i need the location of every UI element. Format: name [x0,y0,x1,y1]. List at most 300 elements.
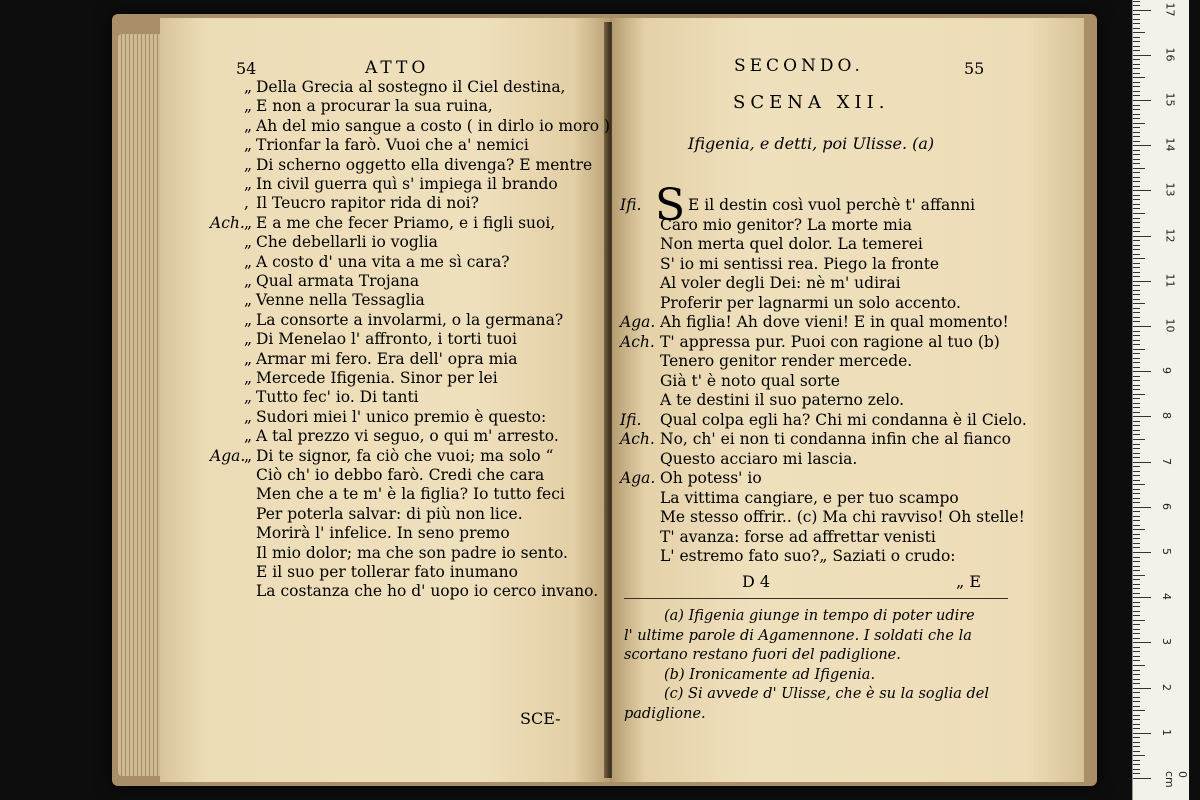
ruler-tick [1133,299,1140,300]
ruler-tick [1133,715,1140,716]
ruler-tick [1133,186,1140,187]
ruler-tick [1133,719,1140,720]
ruler-tick [1133,154,1140,155]
line-text: Già t' è noto qual sorte [660,371,840,390]
ruler-tick [1133,19,1140,20]
ruler-tick [1133,520,1140,521]
text-line [214,563,518,582]
ruler-tick [1133,453,1140,454]
ruler-tick [1133,746,1140,747]
ruler-tick [1133,660,1140,661]
ruler-tick [1133,543,1140,544]
ruler-tick [1133,525,1140,526]
text-line [620,372,840,391]
text-line [620,528,936,547]
ruler-tick [1133,588,1140,589]
ruler-tick [1133,692,1140,693]
ruler-tick [1133,344,1140,345]
line-text: Non merta quel dolor. La temerei [660,235,923,253]
ruler-tick [1133,674,1140,675]
ruler-tick [1133,611,1140,612]
ruler-tick [1133,371,1151,372]
ruler-tick [1133,73,1140,74]
quote-mark: „ [244,291,253,310]
ruler-number: 17 [1163,2,1177,17]
text-line [620,255,939,274]
ruler-tick [1133,181,1140,182]
ruler-tick [1133,95,1140,96]
text-line [620,411,1027,430]
left-page-number: 54 [236,59,257,78]
drop-cap: S [655,180,686,231]
quote-mark: „ [244,116,253,135]
ruler-tick [1133,136,1140,137]
text-line [214,253,510,272]
line-text: S' io mi sentissi rea. Piego la fronte [660,254,940,273]
ruler-tick [1133,471,1140,472]
quote-mark: , [244,194,249,213]
quote-mark: „ [244,155,253,174]
line-text: Caro mio genitor? La morte mia [660,215,913,234]
line-text: Oh potess' io [660,469,762,487]
ruler-tick [1133,606,1140,607]
line-text: Al voler degli Dei: nè m' udirai [660,274,901,292]
ruler-tick [1133,439,1145,440]
ruler-tick [1133,430,1140,431]
ruler-tick [1133,168,1145,169]
ruler-tick [1133,620,1145,621]
ruler-tick [1133,172,1140,173]
ruler-tick [1133,10,1151,11]
ruler-tick [1133,755,1145,756]
quote-mark: „ [244,97,253,116]
line-text: Armar mi fero. Era dell' opra mia [256,349,518,368]
line-text: Ciò ch' io debbo farò. Credi che cara [256,466,545,484]
scene-characters: Ifigenia, e detti, poi Ulisse. (a) [688,134,935,153]
line-text: A costo d' una vita a me sì cara? [256,252,510,271]
line-text: Di Menelao l' affronto, i torti tuoi [256,330,517,349]
ruler-tick [1133,50,1140,51]
line-text: Il Teucro rapitor rida di noi? [256,194,479,213]
ruler-tick [1133,416,1151,417]
ruler-tick [1133,258,1145,259]
quote-mark: „ [244,272,253,290]
quote-mark: „ [244,213,253,232]
ruler-tick [1133,724,1140,725]
quote-mark: „ [244,252,253,271]
line-text: Di te signor, fa ciò che vuoi; ma solo “ [256,446,554,465]
ruler-tick [1133,294,1140,295]
ruler-tick [1133,272,1140,273]
ruler-tick [1133,91,1140,92]
text-line [214,582,598,601]
line-text: E non a procurar la sua ruina, [256,97,493,116]
left-catchword: SCE- [520,709,561,728]
ruler-tick [1133,376,1140,377]
line-text: Tenero genitor render mercede. [660,352,913,370]
ruler-tick [1133,208,1140,209]
ruler-tick [1133,312,1140,313]
ruler-tick [1133,670,1140,671]
text-line [214,427,559,446]
speaker-label: Aga. [620,469,656,487]
ruler-number: 7 [1160,457,1173,465]
text-line [620,469,762,488]
ruler-tick [1133,412,1140,413]
measuring-ruler [1132,0,1189,800]
ruler-tick [1133,547,1140,548]
text-line [620,235,923,254]
ruler-tick [1133,561,1140,562]
ruler-tick [1133,227,1140,228]
line-text: E il destin così vuol perchè t' affanni [688,196,976,214]
ruler-number: 15 [1163,92,1177,107]
ruler-number: 4 [1160,593,1173,601]
text-line [620,508,1025,527]
ruler-tick [1133,263,1140,264]
ruler-tick [1133,222,1140,223]
ruler-tick [1133,633,1140,634]
ruler-tick [1133,534,1140,535]
ruler-tick [1133,679,1140,680]
line-text: Ah del mio sangue a costo ( in dirlo io moro ) [256,116,611,135]
ruler-tick [1133,236,1151,237]
line-text: In civil guerra quì s' impiega il brando [256,175,558,193]
ruler-tick [1133,566,1140,567]
ruler-tick [1133,697,1140,698]
text-line [214,233,438,252]
ruler-tick [1133,218,1140,219]
line-text: Il mio dolor; ma che son padre io sento. [256,543,568,562]
ruler-tick [1133,448,1140,449]
ruler-tick [1133,14,1140,15]
right-page-number: 55 [964,59,985,78]
ruler-tick [1133,773,1140,774]
speaker-label: Ach. [210,213,245,232]
text-line [620,216,912,235]
speaker-label: Ifi. [620,410,642,429]
ruler-number: 2 [1160,683,1173,691]
line-text: Questo acciaro mi lascia. [660,449,858,468]
line-text: T' appressa pur. Puoi con ragione al tuo (b) [660,332,1000,351]
line-text: Me stesso offrir.. (c) Ma chi ravviso! Oh stelle! [660,508,1025,526]
line-text: La consorte a involarmi, o la germana? [256,310,564,329]
ruler-tick [1133,127,1140,128]
ruler-tick [1133,77,1145,78]
text-line [214,175,558,194]
ruler-tick [1133,159,1140,160]
quote-mark: „ [244,78,253,96]
ruler-tick [1133,326,1151,327]
line-text: Tutto fec' io. Di tanti [256,388,419,407]
ruler-tick [1133,199,1140,200]
ruler-tick [1133,516,1140,517]
text-line [214,408,546,427]
speaker-label: Ach. [620,332,655,351]
ruler-tick [1133,303,1145,304]
ruler-tick [1133,123,1145,124]
ruler-tick [1133,317,1140,318]
ruler-tick [1133,511,1140,512]
ruler-tick [1133,285,1140,286]
ruler-tick [1133,82,1140,83]
ruler-tick [1133,593,1140,594]
text-line [620,196,975,215]
line-text: Qual colpa egli ha? Chi mi condanna è il Cielo. [660,410,1027,429]
ruler-tick [1133,624,1140,625]
line-text: L' estremo fato suo?„ Saziati o crudo: [660,547,956,565]
text-line [214,78,566,97]
ruler-tick [1133,733,1151,734]
line-text: T' avanza: forse ad affrettar venisti [660,527,936,546]
ruler-tick [1133,489,1140,490]
ruler-tick [1133,421,1140,422]
footnote-line: (c) Si avvede d' Ulisse, che è su la soglia del [664,686,989,702]
text-line [214,97,493,116]
text-line [214,117,610,136]
ruler-tick [1133,407,1140,408]
ruler-tick [1133,389,1140,390]
speaker-label: Aga. [620,313,656,331]
ruler-tick [1133,529,1145,530]
quote-mark: „ [244,446,253,465]
ruler-tick [1133,358,1140,359]
ruler-number: 5 [1160,548,1173,555]
ruler-tick [1133,340,1140,341]
line-text: Sudori miei l' unico premio è questo: [256,407,547,426]
line-text: Per poterla salvar: di più non lice. [256,504,523,523]
ruler-tick [1133,651,1140,652]
ruler-tick [1133,55,1151,56]
ruler-tick [1133,552,1151,553]
ruler-tick [1133,118,1140,119]
line-text: La vittima cangiare, e per tuo scampo [660,488,959,507]
line-text: Che debellarli io voglia [256,233,438,252]
ruler-tick [1133,493,1140,494]
text-line [620,313,1009,332]
left-running-head: ATTO [365,58,430,78]
line-text: Venne nella Tessaglia [256,291,425,310]
quote-mark: „ [244,407,253,426]
ruler-tick [1133,231,1140,232]
ruler-tick [1133,728,1140,729]
line-text: Ah figlia! Ah dove vieni! E in qual momento! [660,313,1009,331]
ruler-tick [1133,331,1140,332]
ruler-tick [1133,41,1140,42]
ruler-tick [1133,498,1140,499]
ruler-tick [1133,403,1140,404]
text-line [620,274,901,293]
speaker-label: Ifi. [620,196,642,214]
scene-title: SCENA XII. [733,92,890,113]
footnote-line: (a) Ifigenia giunge in tempo di poter udire [664,608,975,624]
line-text: Men che a te m' è la figlia? Io tutto feci [256,485,565,504]
line-text: Di scherno oggetto ella divenga? E mentre [256,155,593,174]
ruler-tick [1133,114,1140,115]
text-line [620,450,857,469]
ruler-tick [1133,751,1140,752]
ruler-tick [1133,579,1140,580]
text-line [214,505,523,524]
ruler-tick [1133,502,1140,503]
ruler-tick [1133,321,1140,322]
ruler-number: 11 [1163,273,1177,288]
ruler-tick [1133,507,1151,508]
text-line [620,294,961,313]
ruler-tick [1133,105,1140,106]
text-line [214,136,529,155]
speaker-label: Aga. [210,446,246,465]
ruler-tick [1133,290,1140,291]
text-line [214,485,565,504]
ruler-tick [1133,32,1145,33]
right-catchword: „ E [956,572,982,591]
ruler-number: 0 cm [1163,771,1189,788]
ruler-tick [1133,647,1140,648]
line-text: La costanza che ho d' uopo io cerco invano. [256,582,599,601]
line-text: Mercede Ifigenia. Sinor per lei [256,369,498,387]
ruler-number: 12 [1163,228,1177,243]
ruler-tick [1133,132,1140,133]
ruler-tick [1133,742,1140,743]
text-line [620,352,912,371]
footnote-line: scortano restano fuori del padiglione. [624,647,901,663]
ruler-tick [1133,480,1140,481]
ruler-tick [1133,665,1145,666]
ruler-number: 10 [1163,318,1177,333]
text-line [214,291,425,310]
text-line [210,213,556,233]
ruler-tick [1133,434,1140,435]
ruler-tick [1133,150,1140,151]
ruler-tick [1133,367,1140,368]
ruler-tick [1133,737,1140,738]
ruler-tick [1133,37,1140,38]
line-text: A tal prezzo vi seguo, o qui m' arresto. [256,427,559,446]
text-line [214,544,568,563]
ruler-tick [1133,177,1140,178]
quote-mark: „ [244,427,253,446]
ruler-tick [1133,557,1140,558]
ruler-number: 6 [1160,502,1173,510]
text-line [214,330,517,349]
quote-mark: „ [244,349,253,368]
line-text: Della Grecia al sostegno il Ciel destina, [256,78,566,96]
ruler-tick [1133,597,1151,598]
footnote-line: l' ultime parole di Agamennone. I soldati che la [624,627,972,644]
ruler-tick [1133,190,1151,191]
text-line [214,194,479,213]
ruler-tick [1133,68,1140,69]
ruler-tick [1133,145,1151,146]
ruler-tick [1133,398,1140,399]
ruler-tick [1133,764,1140,765]
ruler-tick [1133,267,1140,268]
ruler-tick [1133,466,1140,467]
ruler-tick [1133,475,1140,476]
ruler-tick [1133,638,1140,639]
ruler-number: 9 [1160,367,1173,375]
ruler-tick [1133,240,1140,241]
ruler-tick [1133,349,1145,350]
ruler-tick [1133,141,1140,142]
ruler-tick [1133,683,1140,684]
ruler-tick [1133,86,1140,87]
text-line [620,391,904,410]
line-text: Qual armata Trojana [256,272,420,290]
ruler-tick [1133,5,1140,6]
ruler-number: 14 [1163,137,1177,152]
text-line [214,311,563,330]
ruler-tick [1133,394,1145,395]
quote-mark: „ [244,175,253,193]
ruler-tick [1133,769,1140,770]
ruler-tick [1133,308,1140,309]
ruler-tick [1133,245,1140,246]
right-running-head: SECONDO. [734,56,864,76]
footnote-rule [624,598,1008,599]
ruler-tick [1133,778,1151,779]
ruler-tick [1133,760,1140,761]
ruler-number: 1 [1160,728,1173,736]
ruler-tick [1133,444,1140,445]
ruler-tick [1133,656,1140,657]
ruler-tick [1133,462,1151,463]
ruler-tick [1133,276,1140,277]
line-text: No, ch' ei non ti condanna infin che al fianco [660,430,1011,448]
ruler-tick [1133,59,1140,60]
ruler-tick [1133,380,1140,381]
text-line [214,350,518,369]
ruler-tick [1133,615,1140,616]
quote-mark: „ [244,369,253,387]
ruler-number: 16 [1163,47,1177,62]
ruler-tick [1133,575,1145,576]
ruler-tick [1133,629,1140,630]
footnote-line: padiglione. [624,705,706,722]
text-line [210,446,554,466]
ruler-tick [1133,281,1151,282]
ruler-tick [1133,584,1140,585]
ruler-tick [1133,195,1140,196]
ruler-tick [1133,204,1140,205]
text-line [214,524,510,543]
text-line [214,272,419,291]
line-text: Morirà l' infelice. In seno premo [256,524,510,543]
line-text: E a me che fecer Priamo, e i figli suoi, [256,213,556,232]
line-text: E il suo per tollerar fato inumano [256,563,518,581]
ruler-number: 3 [1160,638,1173,646]
ruler-tick [1133,385,1140,386]
ruler-number: 8 [1160,412,1173,420]
text-line [214,466,544,485]
ruler-tick [1133,710,1145,711]
ruler-tick [1133,642,1151,643]
ruler-tick [1133,335,1140,336]
ruler-tick [1133,602,1140,603]
text-line [620,489,959,508]
ruler-tick [1133,706,1140,707]
quote-mark: „ [244,136,253,155]
text-line [214,388,419,407]
ruler-tick [1133,249,1140,250]
ruler-tick [1133,254,1140,255]
ruler-tick [1133,46,1140,47]
ruler-tick [1133,1,1140,2]
speaker-label: Ach. [620,430,655,448]
ruler-tick [1133,425,1140,426]
ruler-tick [1133,457,1140,458]
